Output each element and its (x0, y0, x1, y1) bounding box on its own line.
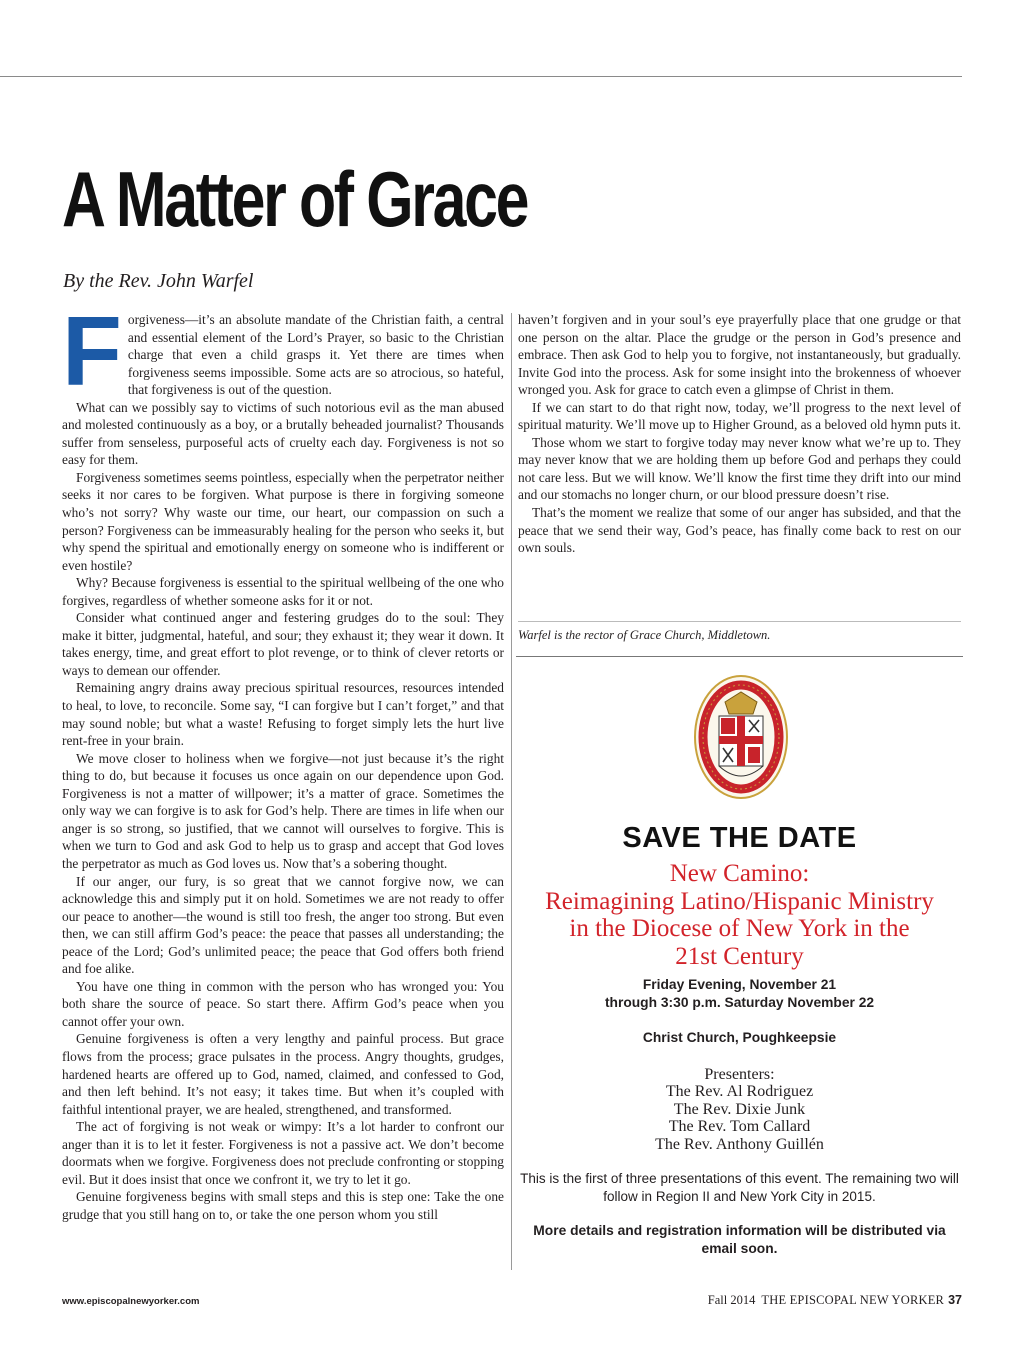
event-venue: Christ Church, Poughkeepsie (642, 1030, 837, 1045)
drop-cap: F (62, 296, 122, 406)
article-column-left (62, 296, 504, 1223)
event-dates (516, 976, 963, 1012)
presenter-name: The Rev. Al Rodriguez (665, 1083, 814, 1100)
event-details: More details and registration information will be distributed via email soon. (533, 1223, 946, 1256)
event-title-line: 21st Century (675, 942, 804, 970)
presenters-list (516, 1083, 963, 1153)
article-paragraph: Genuine forgiveness is often a very lengthy and painful process. But grace flows from the process; grace pulsates in the process. Angry thoughts, grudges, hardened hearts are offered up to God, named, claimed, and confessed to God, and then left behind. It’s not easy; it takes time. But when it’s coupled with faithful intentional prayer, we are healed, strengthened, and transformed. (62, 1031, 504, 1117)
bio-rule (518, 621, 961, 622)
author-bio: Warfel is the rector of Grace Church, Middletown. (518, 628, 771, 642)
footer-url[interactable]: www.episcopalnewyorker.com (62, 1296, 200, 1307)
article-paragraph: That’s the moment we realize that some of our anger has subsided, and that the peace that we send their way, God’s peace, has finally come back to rest on our own souls. (518, 505, 961, 556)
top-rule (0, 76, 962, 77)
article-paragraph: Remaining angry drains away precious spiritual resources, resources intended to heal, to love, to reconcile. Some say, “I can forgive but I can’t forget,” and that may sound noble; but what a waste! Refusing to forget simply lets the hurt live rent-free in your brain. (62, 680, 504, 749)
article-paragraph: We move closer to holiness when we forgive—not just because it’s the right thing to do, but because it focuses us once again on our dependence upon God. Forgiveness is not a matter of willpower; it’s a matter of grace. Sometimes the only way we can forgive is to ask for God’s help. There are times in life when our anger is so strong, so justified, that we cannot will ourselves to forgive. This is when we turn to God and ask God to help us to grasp and accept that God loves the perpetrator as much as God loves us. Now that’s a sobering thought. (62, 750, 504, 871)
event-note: This is the first of three presentations of this event. The remaining two will follow in Region II and New York City in 2015. (520, 1171, 959, 1204)
presenter-name: The Rev. Tom Callard (668, 1118, 811, 1135)
event-title-line: in the Diocese of New York in the (569, 915, 910, 942)
presenter-name: The Rev. Anthony Guillén (655, 1135, 824, 1153)
article-paragraph: Why? Because forgiveness is essential to the spiritual wellbeing of the one who forgives, regardless of whether someone asks for it or not. (62, 575, 504, 608)
event-date-line: Friday Evening, November 21 (642, 977, 837, 992)
article-paragraph: Consider what continued anger and festering grudges do to the soul: They make it bitter, judgmental, hateful, and sour; they exhaust it; they wear it down. It takes energy, time, and great effort to plot revenge, or to think of clever retorts or ways to demean our offender. (62, 610, 504, 678)
event-title-line: New Camino: (669, 860, 810, 887)
article-paragraph: The act of forgiving is not weak or wimpy: It’s a lot harder to confront our anger than it is to let it fester. Forgiveness is not a passive act. We don’t become doormats when we forgive. Forgiveness does not preclude confronting or stopping evil. But it does insist that once we confront it, we try to let it go. (62, 1119, 504, 1187)
article-paragraph: If our anger, our fury, is so great that we cannot forgive now, we can acknowledge this and simply put it on hold. Sometimes we are not ready to offer our peace to another—the wound is still too fresh, the anger too strong. But even then, we can still affirm God’s peace: the peace that passes all understanding; the peace of the Lord; God’s unlimited peace; the peace that God offers both friend and foe alike. (62, 873, 504, 977)
footer-publication: THE EPISCOPAL NEW YORKER (761, 1293, 945, 1307)
article-paragraph: What can we possibly say to victims of such notorious evil as the man abused and molested continuously as a boy, or a brutally beheaded journalist? Thousands suffer from senseless, purposeful acts of cruelty each day. Forgiveness is not so easy for them. (62, 399, 504, 468)
event-title-line: Reimagining Latino/Hispanic Ministry (545, 887, 934, 915)
event-title (516, 860, 963, 970)
footer-folio (708, 1293, 962, 1308)
save-the-date-heading: SAVE THE DATE (622, 822, 857, 854)
article-column-right (518, 311, 961, 557)
column-divider (511, 313, 512, 1270)
article-paragraph: haven’t forgiven and in your soul’s eye prayerfully place that one grudge or that one person on the altar. Place the grudge or the person in God’s presence and embrace. Then ask God to help you to forgive, not instantaneously, but gradually. Invite God into the process. Ask for some insight into the brokenness of whoever wronged you. Ask for grace to catch even a glimpse of Christ in them. (518, 312, 961, 398)
diocese-seal-icon (693, 674, 789, 800)
article-paragraph: Forgiveness sometimes seems pointless, especially when the perpetrator neither seeks it nor cares to be forgiven. What purpose is there in forgiving someone who’s not sorry? Why waste our time, our heart, our compassion on such a person? Forgiveness can be immeasurably healing for the person who seeks it, but why spend the spiritual and emotionally energy on someone who is indifferent or even hostile? (62, 469, 504, 573)
presenter-name: The Rev. Dixie Junk (673, 1100, 806, 1118)
page-number: 37 (948, 1293, 962, 1307)
article-paragraph: Genuine forgiveness begins with small steps and this is step one: Take the one grudge that you still hang on to, or take the one person whom you still (62, 1189, 504, 1222)
article-paragraph: Those whom we start to forgive today may never know what we’re up to. They may never know that we are holding them up before God and perhaps they could not care less. But we will know. We’ll know the first time they drift into our mind and our stomachs no longer churn, or our blood pressure doesn’t rise. (518, 434, 961, 503)
footer-issue: Fall 2014 (707, 1293, 756, 1307)
presenters-label: Presenters: (704, 1066, 775, 1083)
article-paragraph: Forgiveness—it’s an absolute mandate of the Christian faith, a central and essential element of the Lord’s Prayer, so basic to the Christian charge that even a child grasps it. Yet there are times when forgiveness seems impossible. Some acts are so atrocious, so hateful, that forgiveness is out of the question. (62, 296, 504, 406)
article-paragraph: You have one thing in common with the person who has wronged you: You both share the source of peace. So start there. Affirm God’s peace when you cannot offer your own. (62, 978, 504, 1029)
announcement-rule (516, 656, 963, 657)
article-paragraph: If we can start to do that right now, today, we’ll progress to the next level of spiritual maturity. We’ll move up to Higher Ground, as a beloved old hymn puts it. (518, 399, 961, 433)
article-title: A Matter of Grace (62, 155, 528, 243)
article-byline: By the Rev. John Warfel (63, 270, 254, 292)
event-date-line: through 3:30 p.m. Saturday November 22 (604, 995, 875, 1010)
